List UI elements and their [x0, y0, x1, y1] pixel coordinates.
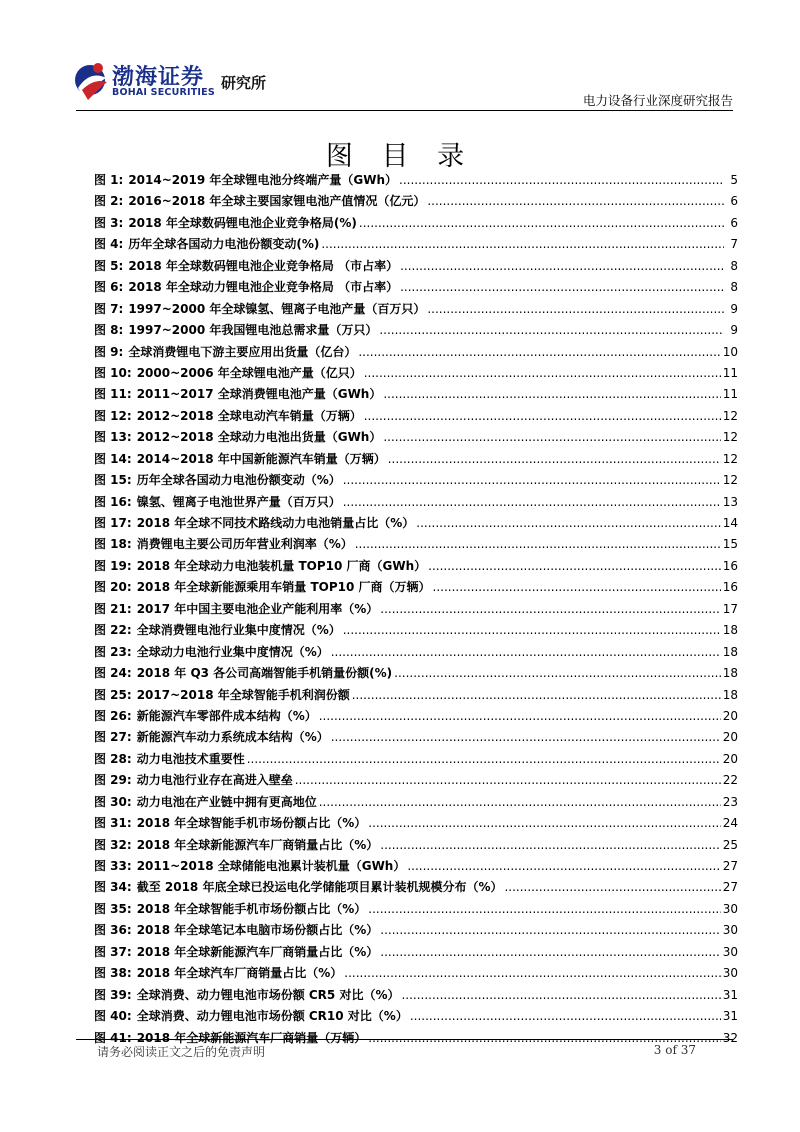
- toc-entry[interactable]: [94, 235, 738, 256]
- toc-page-number: 7: [730, 237, 738, 252]
- toc-entry[interactable]: [94, 343, 738, 364]
- toc-figure-caption: 消费锂电主要公司历年营业利润率（%）: [136, 537, 353, 552]
- toc-figure-caption: 2018 年全球动力锂电池企业竞争格局 （市占率）: [128, 280, 399, 295]
- toc-page-number: 20: [722, 730, 738, 745]
- toc-dot-leader: [359, 216, 724, 230]
- toc-page-number: 24: [722, 816, 738, 831]
- header-divider: [76, 110, 733, 111]
- toc-page-number: 9: [730, 323, 738, 338]
- toc-page-number: 12: [722, 430, 738, 445]
- toc-entry[interactable]: [94, 364, 738, 385]
- toc-page-number: 16: [722, 580, 738, 595]
- toc-entry[interactable]: [94, 750, 738, 771]
- toc-page-number: 32: [722, 1030, 738, 1045]
- toc-figure-caption: 2018 年全球新能源汽车厂商销量占比（%）: [136, 944, 379, 959]
- footer-divider: [76, 1039, 733, 1040]
- toc-page-number: 6: [730, 215, 738, 230]
- brand-name-en: BOHAI SECURITIES: [112, 87, 215, 98]
- page-header: [0, 0, 800, 112]
- toc-dot-leader: [364, 366, 721, 380]
- toc-dot-leader: [383, 430, 720, 444]
- toc-figure-caption: 2018 年全球新能源汽车厂商销量（万辆）: [136, 1030, 367, 1045]
- toc-figure-caption: 全球消费锂电池行业集中度情况（%）: [136, 623, 341, 638]
- toc-dot-leader: [416, 516, 720, 530]
- toc-figure-label: 图 21:: [94, 601, 132, 616]
- toc-figure-label: 图 15:: [94, 473, 132, 488]
- toc-page-number: 31: [722, 987, 738, 1002]
- toc-figure-caption: 全球消费锂电下游主要应用出货量（亿台）: [128, 344, 357, 359]
- toc-entry[interactable]: [94, 878, 738, 899]
- toc-page-number: 25: [722, 837, 738, 852]
- toc-figure-label: 图 19:: [94, 558, 132, 573]
- toc-figure-label: 图 34:: [94, 880, 132, 895]
- toc-figure-label: 图 31:: [94, 816, 132, 831]
- toc-page-number: 8: [730, 258, 738, 273]
- toc-entry[interactable]: [94, 643, 738, 664]
- toc-dot-leader: [343, 473, 721, 487]
- toc-figure-label: 图 39:: [94, 987, 132, 1002]
- toc-page-number: 13: [722, 494, 738, 509]
- toc-entry[interactable]: [94, 836, 738, 857]
- toc-figure-label: 图 17:: [94, 516, 132, 530]
- toc-dot-leader: [380, 838, 720, 852]
- toc-entry[interactable]: [94, 578, 738, 599]
- toc-entry[interactable]: [94, 686, 738, 707]
- bohai-logo: [74, 58, 289, 108]
- toc-figure-label: 图 8:: [94, 323, 124, 338]
- toc-figure-caption: 2017 年中国主要电池企业产能利用率（%）: [136, 601, 379, 616]
- toc-dot-leader: [433, 580, 721, 594]
- toc-figure-caption: 1997~2000 年我国锂电池总需求量（万只）: [128, 323, 378, 338]
- toc-entry[interactable]: [94, 857, 738, 878]
- toc-dot-leader: [400, 280, 724, 294]
- page-title: 图 目 录: [325, 141, 475, 173]
- toc-page-number: 12: [722, 473, 738, 488]
- toc-figure-caption: 全球消费、动力锂电池市场份额 CR5 对比（%）: [136, 987, 400, 1002]
- page-number: 3 of 37: [653, 1043, 696, 1057]
- toc-page-number: 18: [722, 644, 738, 659]
- toc-page-number: 16: [722, 558, 738, 573]
- toc-figure-label: 图 1:: [94, 173, 124, 187]
- toc-entry[interactable]: [94, 621, 738, 642]
- toc-figure-label: 图 40:: [94, 1009, 132, 1024]
- toc-entry[interactable]: [94, 921, 738, 942]
- toc-page-number: 23: [722, 794, 738, 809]
- toc-page-number: 18: [722, 666, 738, 681]
- toc-entry[interactable]: [94, 728, 738, 749]
- toc-figure-label: 图 36:: [94, 923, 132, 938]
- toc-figure-label: 图 2:: [94, 194, 124, 209]
- toc-figure-caption: 2018 年全球汽车厂商销量占比（%）: [136, 966, 343, 981]
- toc-dot-leader: [368, 816, 720, 830]
- toc-figure-caption: 镍氢、锂离子电池世界产量（百万只）: [136, 494, 341, 509]
- toc-figure-label: 图 5:: [94, 258, 124, 273]
- toc-figure-caption: 2018 年全球数码锂电池企业竞争格局 （市占率）: [128, 258, 399, 273]
- toc-dot-leader: [319, 795, 721, 809]
- toc-figure-label: 图 11:: [94, 387, 132, 402]
- brand-name-cn: 渤海证券: [112, 65, 205, 90]
- toc-page-number: 6: [730, 194, 738, 209]
- toc-figure-label: 图 37:: [94, 944, 132, 959]
- toc-figure-caption: 2011~2017 全球消费锂电池产量（GWh）: [136, 387, 382, 402]
- toc-dot-leader: [321, 237, 724, 251]
- toc-figure-caption: 2018 年全球新能源乘用车销量 TOP10 厂商（万辆）: [136, 580, 431, 595]
- toc-figure-caption: 2018 年全球数码锂电池企业竞争格局(%): [128, 215, 357, 230]
- toc-dot-leader: [504, 880, 720, 894]
- toc-dot-leader: [352, 688, 721, 702]
- toc-entry[interactable]: [94, 493, 738, 514]
- toc-page-number: 27: [722, 880, 738, 895]
- toc-dot-leader: [399, 173, 724, 187]
- toc-figure-label: 图 12:: [94, 408, 132, 423]
- toc-figure-caption: 动力电池在产业链中拥有更高地位: [136, 794, 317, 809]
- brand-department: 研究所: [221, 74, 267, 92]
- toc-page-number: 9: [730, 301, 738, 316]
- toc-dot-leader: [400, 259, 724, 273]
- report-title: 电力设备行业深度研究报告: [582, 93, 733, 108]
- toc-figure-caption: 2011~2018 全球储能电池累计装机量（GWh）: [136, 859, 406, 873]
- toc-page-number: 22: [722, 773, 738, 788]
- toc-entry[interactable]: [94, 900, 738, 921]
- toc-figure-caption: 动力电池行业存在高进入壁垒: [136, 773, 293, 788]
- toc-page-number: 12: [722, 451, 738, 466]
- toc-figure-label: 图 23:: [94, 644, 132, 659]
- toc-entry[interactable]: [94, 321, 738, 342]
- toc-page-number: 18: [722, 623, 738, 638]
- toc-page-number: 30: [722, 923, 738, 938]
- toc-entry[interactable]: [94, 407, 738, 428]
- toc-figure-caption: 2018 年全球新能源汽车厂商销量占比（%）: [136, 837, 379, 852]
- toc-figure-label: 图 24:: [94, 666, 132, 681]
- toc-figure-label: 图 13:: [94, 430, 132, 445]
- toc-figure-label: 图 9:: [94, 344, 124, 359]
- toc-figure-label: 图 26:: [94, 708, 132, 723]
- disclaimer-text: 请务必阅读正文之后的免责声明: [97, 1045, 266, 1059]
- toc-figure-caption: 1997~2000 年全球镍氢、锂离子电池产量（百万只）: [128, 301, 426, 316]
- toc-dot-leader: [410, 1009, 721, 1023]
- toc-page-number: 20: [722, 708, 738, 723]
- toc-figure-label: 图 35:: [94, 901, 132, 916]
- toc-dot-leader: [380, 945, 720, 959]
- toc-figure-label: 图 16:: [94, 494, 132, 509]
- toc-figure-label: 图 41:: [94, 1030, 132, 1045]
- toc-entry[interactable]: [94, 428, 738, 449]
- toc-figure-caption: 全球动力电池行业集中度情况（%）: [136, 644, 329, 659]
- toc-dot-leader: [343, 623, 721, 637]
- toc-dot-leader: [343, 495, 721, 509]
- toc-dot-leader: [401, 988, 720, 1002]
- toc-page-number: 15: [722, 537, 738, 552]
- toc-page-number: 5: [730, 173, 738, 187]
- toc-page-number: 18: [722, 687, 738, 702]
- toc-dot-leader: [380, 923, 720, 937]
- toc-page-number: 30: [722, 944, 738, 959]
- toc-dot-leader: [358, 345, 720, 359]
- toc-entry[interactable]: [94, 964, 738, 985]
- toc-figure-label: 图 3:: [94, 215, 124, 230]
- toc-dot-leader: [383, 387, 720, 401]
- toc-figure-label: 图 32:: [94, 837, 132, 852]
- toc-entry[interactable]: [94, 1007, 738, 1028]
- toc-figure-caption: 2014~2019 年全球锂电池分终端产量（GWh）: [128, 173, 397, 187]
- toc-figure-caption: 2018 年全球笔记本电脑市场份额占比（%）: [136, 923, 379, 938]
- toc-figure-label: 图 27:: [94, 730, 132, 745]
- toc-figure-caption: 新能源汽车动力系统成本结构（%）: [136, 730, 329, 745]
- toc-dot-leader: [428, 559, 721, 573]
- toc-figure-label: 图 4:: [94, 237, 124, 252]
- toc-entry[interactable]: [94, 707, 738, 728]
- toc-figure-caption: 2018 年全球动力电池装机量 TOP10 厂商（GWh）: [136, 558, 427, 573]
- toc-entry[interactable]: [94, 793, 738, 814]
- toc-dot-leader: [247, 752, 721, 766]
- toc-dot-leader: [319, 709, 721, 723]
- toc-figure-caption: 2018 年 Q3 各公司高端智能手机销量份额(%): [136, 666, 393, 681]
- toc-dot-leader: [368, 902, 720, 916]
- toc-figure-caption: 2018 年全球不同技术路线动力电池销量占比（%）: [136, 516, 415, 530]
- toc-figure-caption: 2012~2018 全球电动汽车销量（万辆）: [136, 408, 362, 423]
- toc-figure-label: 图 7:: [94, 301, 124, 316]
- toc-figure-caption: 动力电池技术重要性: [136, 751, 245, 766]
- toc-figure-caption: 2014~2018 年中国新能源汽车销量（万辆）: [136, 451, 386, 466]
- toc-figure-caption: 2018 年全球智能手机市场份额占比（%）: [136, 816, 367, 831]
- toc-dot-leader: [379, 323, 724, 337]
- toc-dot-leader: [331, 730, 721, 744]
- toc-dot-leader: [380, 602, 720, 616]
- toc-page-number: 14: [722, 516, 738, 530]
- toc-figure-label: 图 33:: [94, 859, 132, 873]
- toc-entry[interactable]: [94, 450, 738, 471]
- toc-entry[interactable]: [94, 278, 738, 299]
- toc-dot-leader: [427, 194, 724, 208]
- toc-entry[interactable]: [94, 300, 738, 321]
- toc-entry[interactable]: [94, 771, 738, 792]
- toc-dot-leader: [407, 859, 720, 873]
- toc-entry[interactable]: [94, 986, 738, 1007]
- toc-entry[interactable]: [94, 214, 738, 235]
- toc-figure-caption: 历年全球各国动力电池份额变动（%）: [136, 473, 341, 488]
- toc-figure-caption: 2012~2018 全球动力电池出货量（GWh）: [136, 430, 382, 445]
- toc-entry[interactable]: [94, 943, 738, 964]
- toc-page-number: 11: [722, 365, 738, 380]
- toc-figure-label: 图 29:: [94, 773, 132, 788]
- toc-figure-label: 图 18:: [94, 537, 132, 552]
- toc-entry[interactable]: [94, 535, 738, 556]
- toc-figure-caption: 2018 年全球智能手机市场份额占比（%）: [136, 901, 367, 916]
- toc-page-number: 27: [722, 859, 738, 873]
- toc-figure-caption: 历年全球各国动力电池份额变动(%): [128, 237, 320, 252]
- toc-entry[interactable]: [94, 192, 738, 213]
- toc-figure-label: 图 22:: [94, 623, 132, 638]
- toc-figure-label: 图 38:: [94, 966, 132, 981]
- toc-figure-caption: 全球消费、动力锂电池市场份额 CR10 对比（%）: [136, 1009, 408, 1024]
- toc-figure-caption: 2017~2018 年全球智能手机利润份额: [136, 687, 350, 702]
- toc-figure-label: 图 20:: [94, 580, 132, 595]
- toc-dot-leader: [364, 409, 721, 423]
- toc-entry[interactable]: [94, 257, 738, 278]
- toc-entry[interactable]: [94, 557, 738, 578]
- toc-figure-caption: 2016~2018 年全球主要国家锂电池产值情况（亿元）: [128, 194, 426, 209]
- toc-entry[interactable]: [94, 471, 738, 492]
- toc-figure-caption: 截至 2018 年底全球已投运电化学储能项目累计装机规模分布（%）: [136, 880, 503, 895]
- toc-entry[interactable]: [94, 171, 738, 192]
- toc-entry[interactable]: [94, 664, 738, 685]
- toc-figure-caption: 新能源汽车零部件成本结构（%）: [136, 708, 317, 723]
- toc-page-number: 30: [722, 966, 738, 981]
- toc-dot-leader: [388, 452, 721, 466]
- toc-page-number: 11: [722, 387, 738, 402]
- toc-figure-caption: 2000~2006 年全球锂电池产量（亿只）: [136, 365, 362, 380]
- toc-dot-leader: [331, 645, 721, 659]
- toc-entry[interactable]: [94, 385, 738, 406]
- toc-page-number: 31: [722, 1009, 738, 1024]
- toc-dot-leader: [394, 666, 721, 680]
- toc-page-number: 8: [730, 280, 738, 295]
- toc-dot-leader: [295, 773, 721, 787]
- toc-dot-leader: [427, 302, 724, 316]
- toc-figure-label: 图 14:: [94, 451, 132, 466]
- toc-entry[interactable]: [94, 600, 738, 621]
- bohai-logo-icon: [74, 58, 110, 104]
- toc-entry[interactable]: [94, 814, 738, 835]
- figure-toc-list: [94, 171, 738, 1050]
- toc-figure-label: 图 10:: [94, 365, 132, 380]
- toc-page-number: 12: [722, 408, 738, 423]
- toc-page-number: 20: [722, 751, 738, 766]
- toc-figure-label: 图 25:: [94, 687, 132, 702]
- toc-entry[interactable]: [94, 514, 738, 535]
- toc-dot-leader: [344, 966, 720, 980]
- toc-figure-label: 图 28:: [94, 751, 132, 766]
- toc-dot-leader: [355, 537, 721, 551]
- toc-page-number: 17: [722, 601, 738, 616]
- toc-page-number: 30: [722, 901, 738, 916]
- toc-figure-label: 图 6:: [94, 280, 124, 295]
- toc-page-number: 10: [722, 344, 738, 359]
- toc-figure-label: 图 30:: [94, 794, 132, 809]
